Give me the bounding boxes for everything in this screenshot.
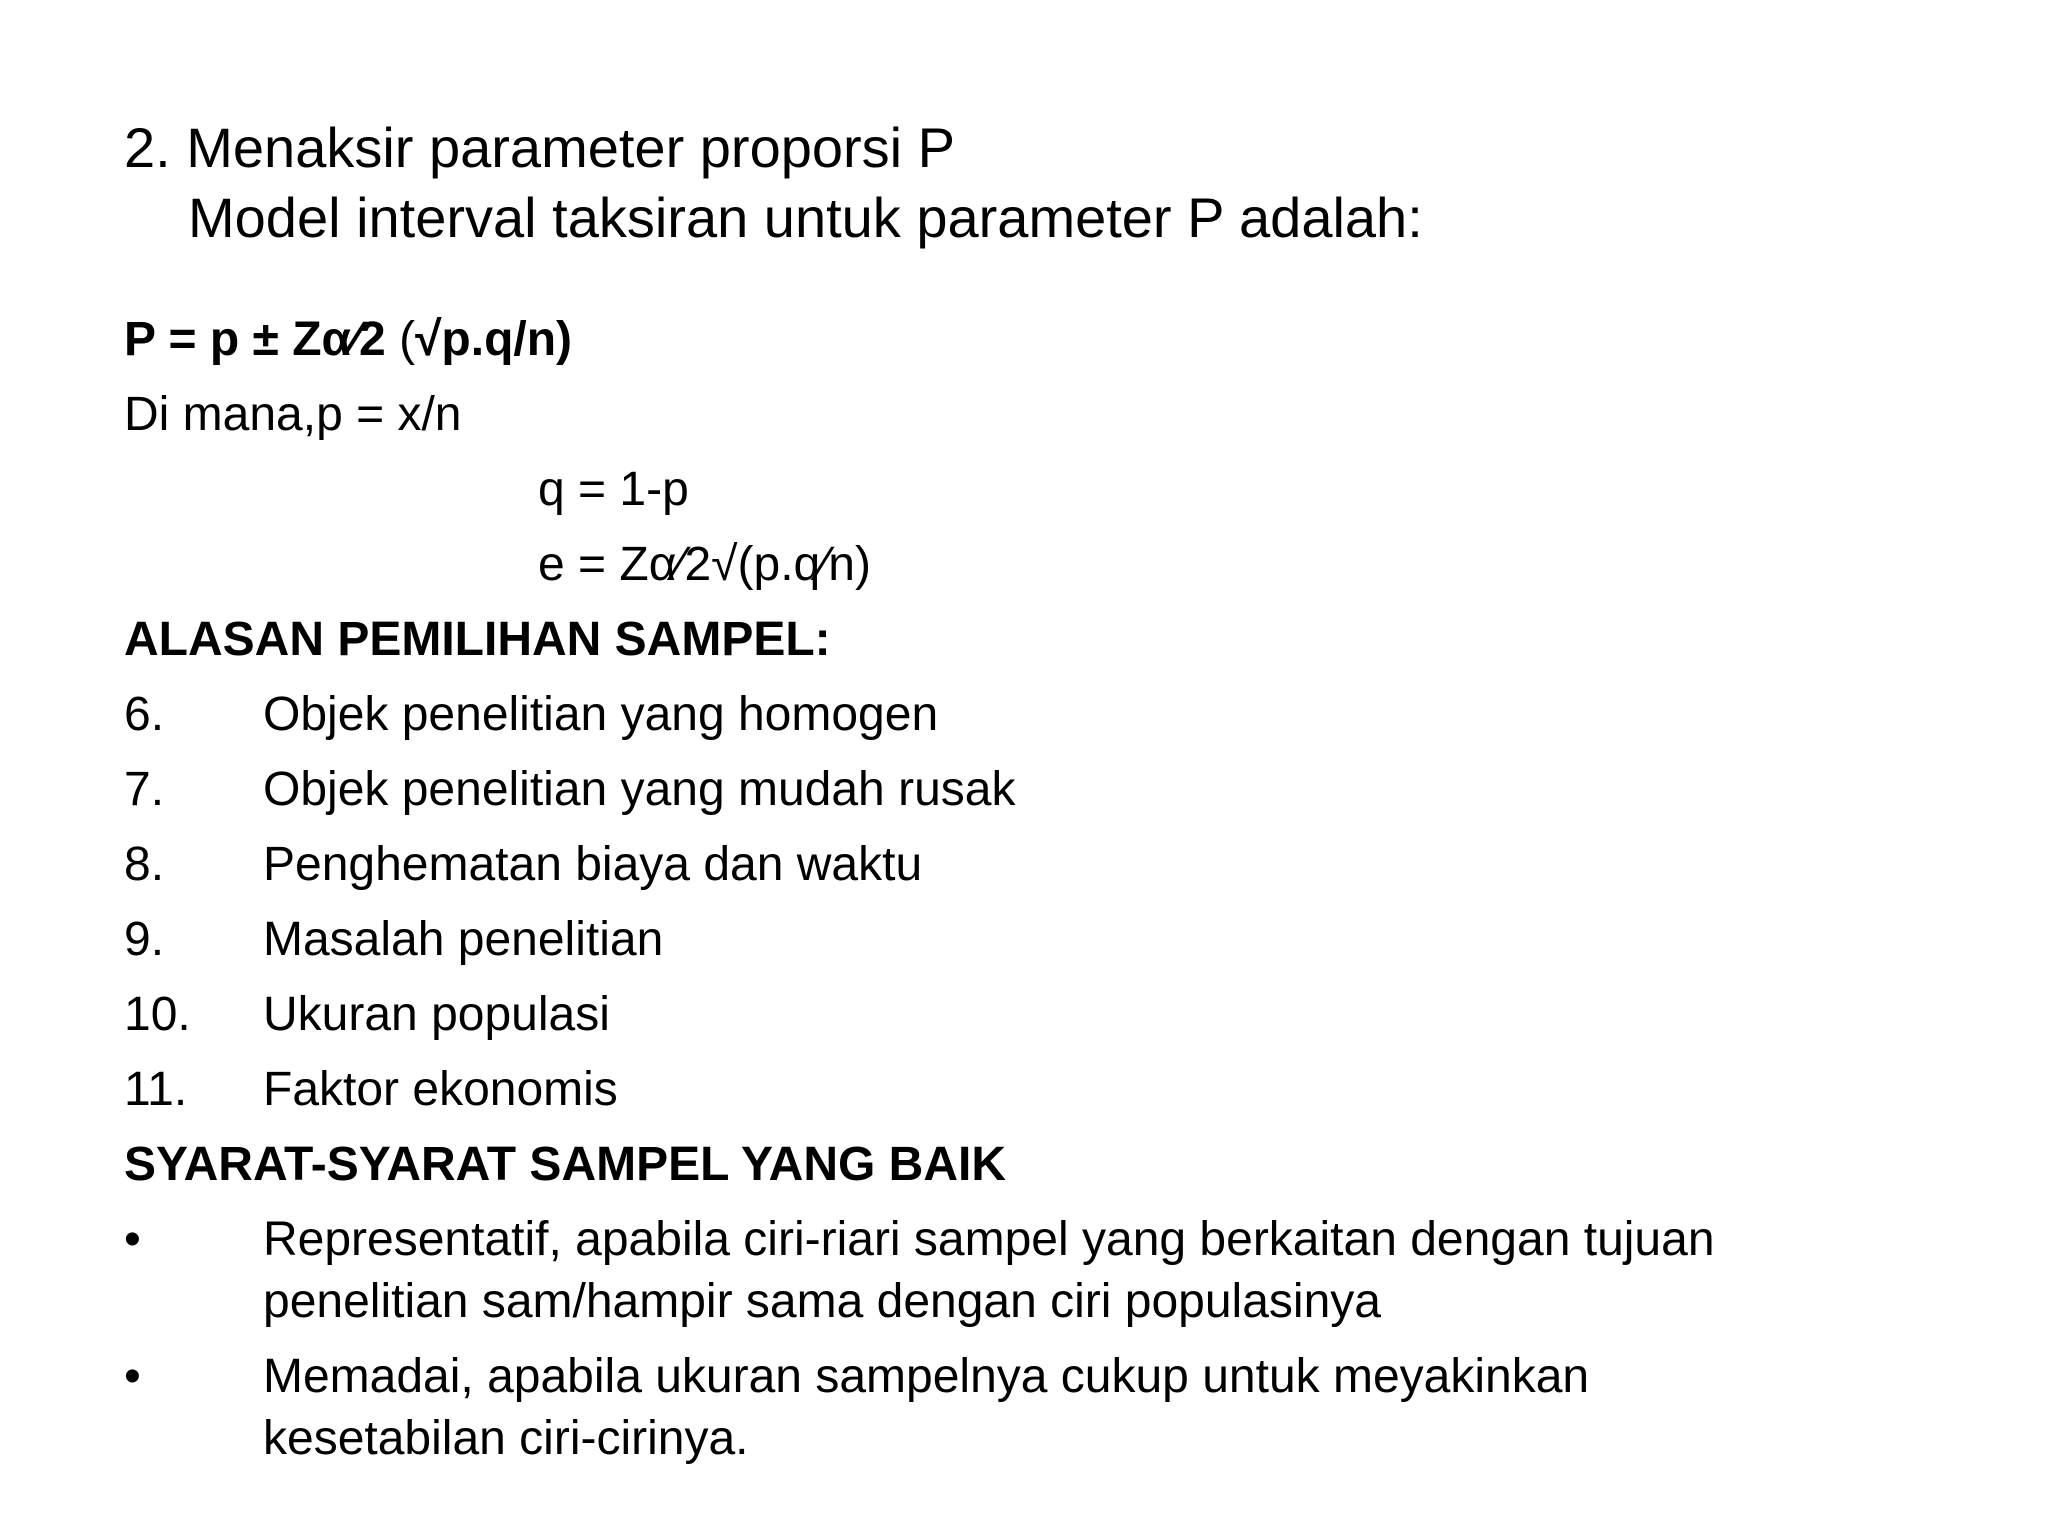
list-item-number: 7.	[124, 763, 165, 816]
list-item-text-line1: Memadai, apabila ukuran sampelnya cukup untuk meyakinkan	[263, 1350, 1590, 1403]
bullet-icon: •	[124, 1213, 141, 1266]
list-item-text: Objek penelitian yang mudah rusak	[263, 763, 1016, 816]
section-subheading: Model interval taksiran untuk parameter P adalah:	[188, 186, 1423, 249]
list-item-text: Faktor ekonomis	[263, 1063, 618, 1116]
list-item-text: Objek penelitian yang homogen	[263, 688, 939, 741]
formula-main-root: √p.q/n)	[415, 313, 573, 366]
list-item-text-line1: Representatif, apabila ciri-riari sampel yang berkaitan dengan tujuan	[263, 1213, 1715, 1266]
formula-q-definition: q = 1-p	[538, 463, 689, 516]
list-item-text-line2: kesetabilan ciri-cirinya.	[263, 1412, 749, 1465]
list-item-text: Penghematan biaya dan waktu	[263, 838, 923, 891]
formula-main-paren: (	[385, 313, 416, 366]
list-item-number: 9.	[124, 913, 165, 966]
requirements-heading: SYARAT-SYARAT SAMPEL YANG BAIK	[124, 1138, 1006, 1191]
formula-e-definition: e = Zα⁄2√(p.q⁄n)	[538, 538, 871, 591]
list-item-number: 6.	[124, 688, 165, 741]
list-item-number: 8.	[124, 838, 165, 891]
formula-main	[124, 313, 573, 366]
bullet-icon: •	[124, 1350, 141, 1403]
reasons-heading: ALASAN PEMILIHAN SAMPEL:	[124, 613, 831, 666]
formula-main-left: P = p ± Zα⁄2	[124, 313, 386, 366]
list-item-text: Ukuran populasi	[263, 988, 610, 1041]
formula-where: Di mana,p = x/n	[124, 388, 462, 441]
section-heading: 2. Menaksir parameter proporsi P	[124, 116, 956, 179]
list-item-text-line2: penelitian sam/hampir sama dengan ciri populasinya	[263, 1275, 1381, 1328]
list-item-number: 11.	[124, 1063, 188, 1116]
list-item-text: Masalah penelitian	[263, 913, 664, 966]
list-item-number: 10.	[124, 988, 191, 1041]
